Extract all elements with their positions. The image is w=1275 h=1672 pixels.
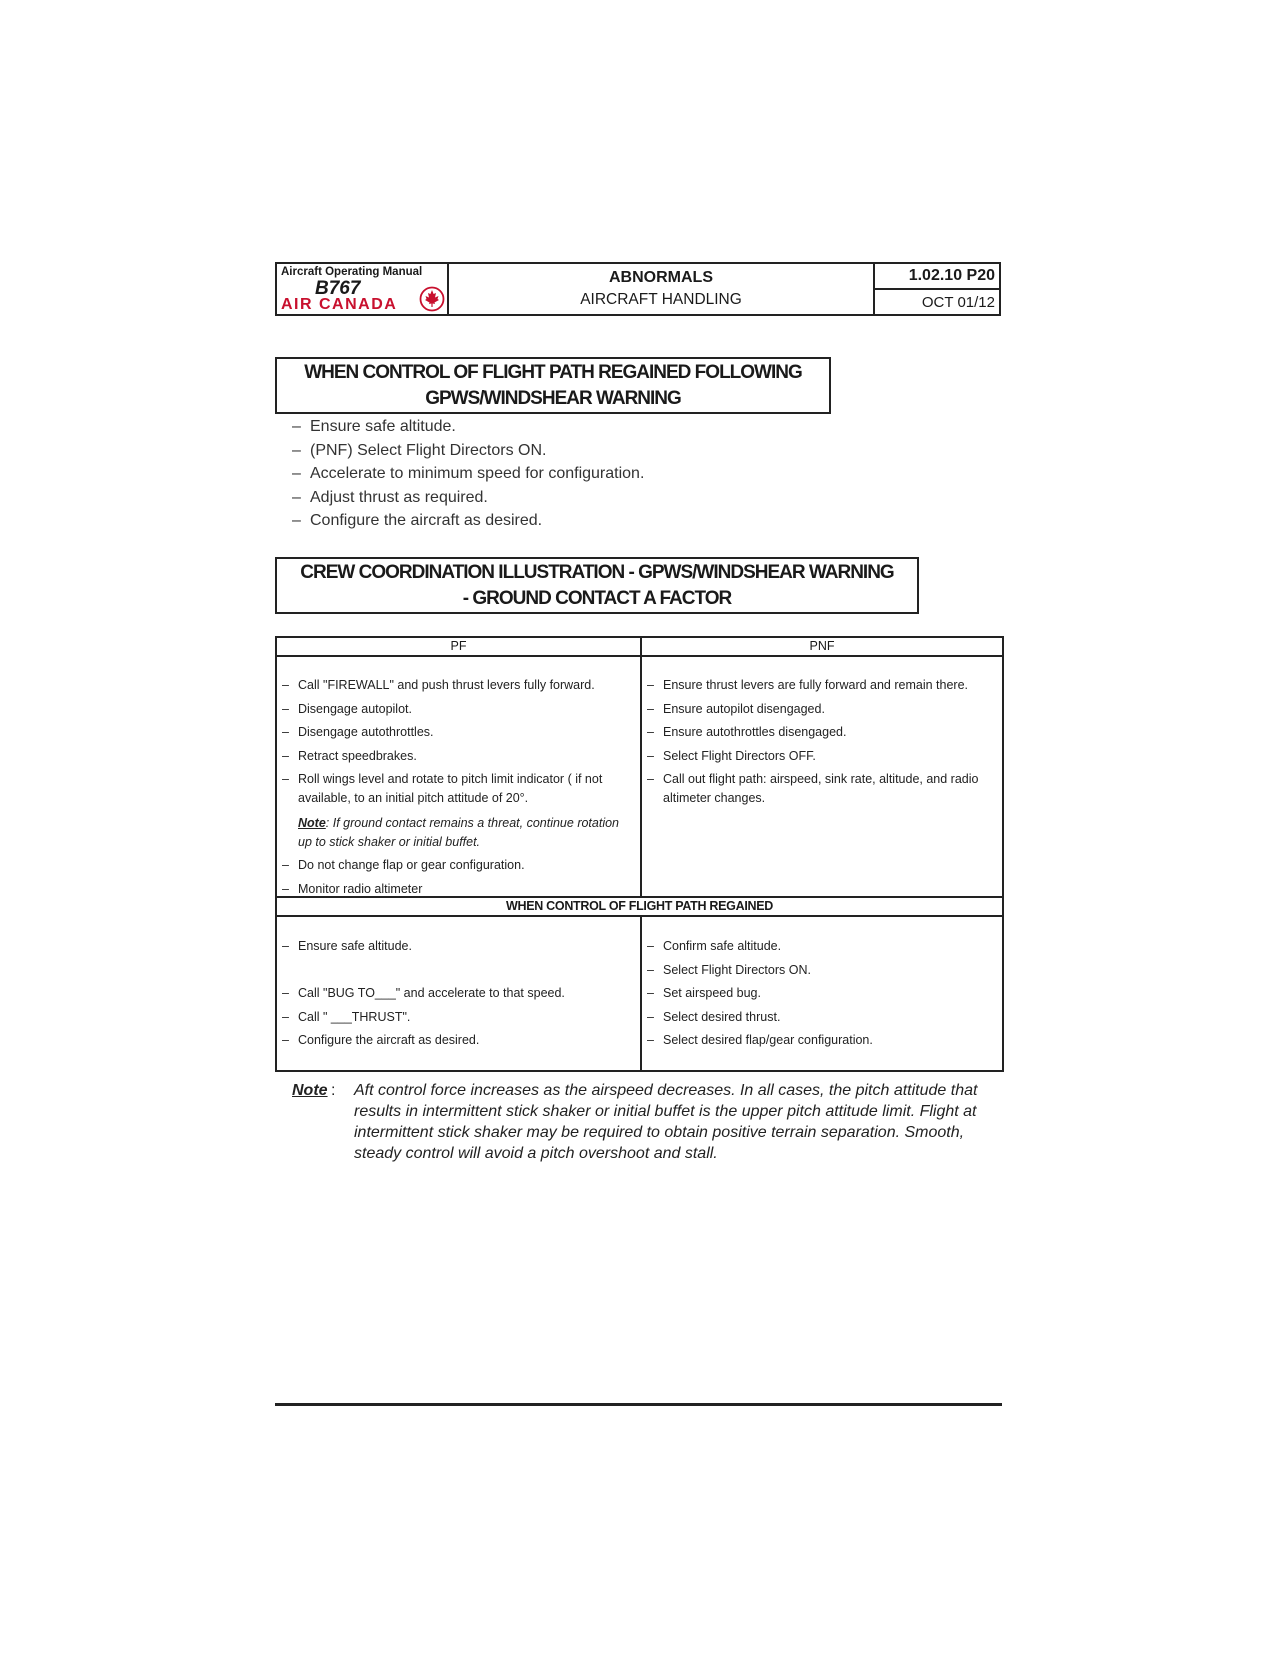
list-item: – Call out flight path: airspeed, sink rate, altitude, and radio altimeter changes. bbox=[647, 768, 997, 810]
note-text: Aft control force increases as the airspeed decreases. In all cases, the pitch attitude that results in intermittent stick shaker or initial buffet is the upper pitch attitude limit. Flight at intermittent stick shaker may be required to obtain positive terrain separation. Smooth, steady control will avoid a pitch overshoot and stall. bbox=[354, 1082, 978, 1162]
revision-date: OCT 01/12 bbox=[921, 293, 995, 311]
bottom-note: Note : Aft control force increases as the airspeed decreases. In all cases, the pitch attitude that results in intermittent stick shaker or initial buffet is the upper pitch attitude limit. Flight at intermittent stick shaker may be required to obtain positive terrain separation. Smooth, steady control will avoid a pitch overshoot and stall. bbox=[292, 1080, 1004, 1164]
manual-label: Aircraft Operating Manual bbox=[281, 266, 423, 278]
section-title-line: - GROUND CONTACT A FACTOR bbox=[462, 588, 732, 609]
list-item: – Ensure safe altitude. bbox=[292, 415, 644, 439]
pnf-regained-cell bbox=[647, 935, 997, 1053]
list-item: – Select desired flap/gear configuration. bbox=[647, 1029, 997, 1053]
footer-rule bbox=[275, 1403, 1002, 1406]
list-item: – Select Flight Directors ON. bbox=[647, 959, 997, 983]
model-label: B767 bbox=[315, 278, 361, 299]
list-item: – Disengage autopilot. bbox=[282, 698, 632, 722]
pf-regained-list bbox=[282, 982, 632, 1053]
list-item: – Disengage autothrottles. bbox=[282, 721, 632, 745]
maple-leaf-icon bbox=[419, 286, 445, 312]
note-label: Note bbox=[298, 816, 326, 830]
section-title-line: GPWS/WINDSHEAR WARNING bbox=[425, 388, 681, 409]
list-item: – Ensure safe altitude. bbox=[282, 935, 632, 959]
page-code: 1.02.10 P20 bbox=[875, 264, 999, 290]
list-item: – Ensure autopilot disengaged. bbox=[647, 698, 997, 722]
chapter-title: ABNORMALS bbox=[609, 269, 713, 286]
list-item: – Confirm safe altitude. bbox=[647, 935, 997, 959]
note-text: : If ground contact remains a threat, continue rotation up to stick shaker or initial buffet. bbox=[298, 816, 620, 849]
pnf-regained-list bbox=[647, 935, 997, 1053]
section-title-line: WHEN CONTROL OF FLIGHT PATH REGAINED FOLLOWING bbox=[304, 362, 802, 383]
list-item: – Do not change flap or gear configuration. bbox=[282, 854, 632, 878]
list-item: – Adjust thrust as required. bbox=[292, 486, 644, 510]
list-item: – Configure the aircraft as desired. bbox=[282, 1029, 632, 1053]
list-item: – (PNF) Select Flight Directors ON. bbox=[292, 439, 644, 463]
pf-actions-list bbox=[282, 854, 632, 901]
column-header-pf: PF bbox=[450, 639, 467, 653]
note-label: Note bbox=[292, 1082, 328, 1099]
list-item: – Select Flight Directors OFF. bbox=[647, 745, 997, 769]
header-logo-block bbox=[277, 264, 449, 314]
list-item: – Set airspeed bug. bbox=[647, 982, 997, 1006]
section-title-regained bbox=[275, 357, 831, 414]
list-item: – Select desired thrust. bbox=[647, 1006, 997, 1030]
brand-name: AIR CANADA bbox=[281, 296, 398, 313]
regained-steps-list bbox=[292, 415, 644, 533]
table-column-divider bbox=[640, 638, 642, 898]
section-title-crew-coordination bbox=[275, 557, 919, 614]
section-title-line: CREW COORDINATION ILLUSTRATION - GPWS/WINDSHEAR WARNING bbox=[300, 562, 894, 583]
list-item: – Ensure autothrottles disengaged. bbox=[647, 721, 997, 745]
pnf-actions-cell bbox=[647, 674, 997, 810]
pnf-actions-list bbox=[647, 674, 997, 810]
column-header-pnf: PNF bbox=[809, 639, 835, 653]
list-item: – Retract speedbrakes. bbox=[282, 745, 632, 769]
page-header bbox=[275, 262, 1001, 316]
pf-regained-list bbox=[282, 935, 632, 959]
crew-coordination-table bbox=[275, 636, 1004, 1072]
header-ref-block bbox=[875, 264, 999, 314]
list-item: – Accelerate to minimum speed for configuration. bbox=[292, 462, 644, 486]
list-item: – Ensure thrust levers are fully forward and remain there. bbox=[647, 674, 997, 698]
list-item: – Roll wings level and rotate to pitch limit indicator ( if not available, to an initial pitch attitude of 20°. bbox=[282, 768, 632, 810]
list-item: – Call " ___THRUST". bbox=[282, 1006, 632, 1030]
chapter-subtitle: AIRCRAFT HANDLING bbox=[580, 291, 742, 308]
list-item: – Configure the aircraft as desired. bbox=[292, 509, 644, 533]
list-item: – Monitor radio altimeter bbox=[282, 878, 632, 902]
pf-actions-list bbox=[282, 674, 632, 810]
header-title-block bbox=[449, 264, 875, 314]
pf-note bbox=[282, 810, 632, 854]
pf-regained-cell bbox=[282, 935, 632, 1053]
table-column-divider bbox=[640, 915, 642, 1070]
table-subheader-regained: WHEN CONTROL OF FLIGHT PATH REGAINED bbox=[506, 899, 773, 913]
pf-actions-cell bbox=[282, 674, 632, 901]
list-item: – Call "BUG TO___" and accelerate to that speed. bbox=[282, 982, 632, 1006]
list-item: – Call "FIREWALL" and push thrust levers fully forward. bbox=[282, 674, 632, 698]
